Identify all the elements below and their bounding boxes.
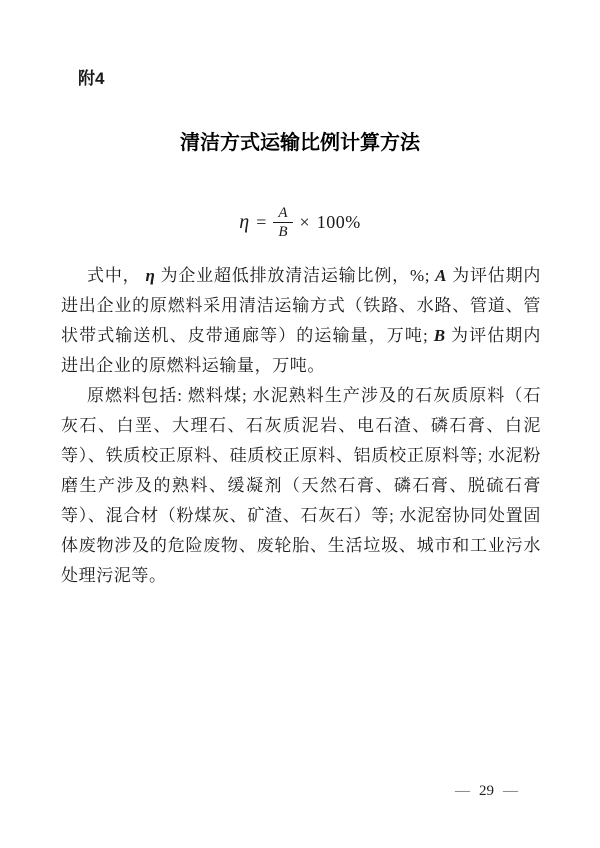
formula-multiply-sign: × [299,211,310,232]
page-number-value: 29 [479,783,494,799]
para1-segment-3: 为评估期内进出企业的原燃料采用清洁运输方式（铁路、水路、管道、管状带式输送机、皮带通廊等）的运输量，万吨; [61,266,541,345]
formula-eta-symbol: η [239,210,250,233]
paragraph-raw-materials: 原燃料包括: 燃料煤; 水泥熟料生产涉及的石灰质原料（石灰石、白垩、大理石、石灰质泥岩、电石渣、磷石膏、白泥等）、铁质校正原料、硅质校正原料、铝质校正原料等; 水泥粉磨生产涉及的熟料、缓凝剂（天然石膏、磷石膏、脱硫石膏等）、混合材（粉煤灰、矿渣、石灰石）等; 水泥窑协同处置固体废物涉及的危险废物、废轮胎、生活垃圾、城市和工业污水处理污泥等。 [61,386,541,585]
appendix-label: 附4 [78,69,105,88]
formula-equals-sign: = [256,211,267,232]
para1-segment-2: 为企业超低排放清洁运输比例，%; [155,266,436,285]
page-number [455,782,518,800]
page-number-dash-left: — [455,783,470,799]
variable-a: A [435,266,448,285]
page-number-dash-right: — [503,783,518,799]
formula-fraction [273,205,292,240]
page-title: 清洁方式运输比例计算方法 [180,132,420,154]
document-body [61,261,541,591]
formula-percentage: 100% [316,211,361,232]
formula-denominator: B [273,222,292,240]
formula-numerator: A [278,204,288,221]
para1-segment-1: 式中， [87,266,146,285]
variable-b: B [433,326,446,345]
paragraph-formula-explanation [61,261,541,381]
variable-eta: η [145,266,156,285]
formula [0,200,600,244]
para1-segment-4: 为评估期内进出企业的原燃料运输量，万吨。 [61,326,541,375]
